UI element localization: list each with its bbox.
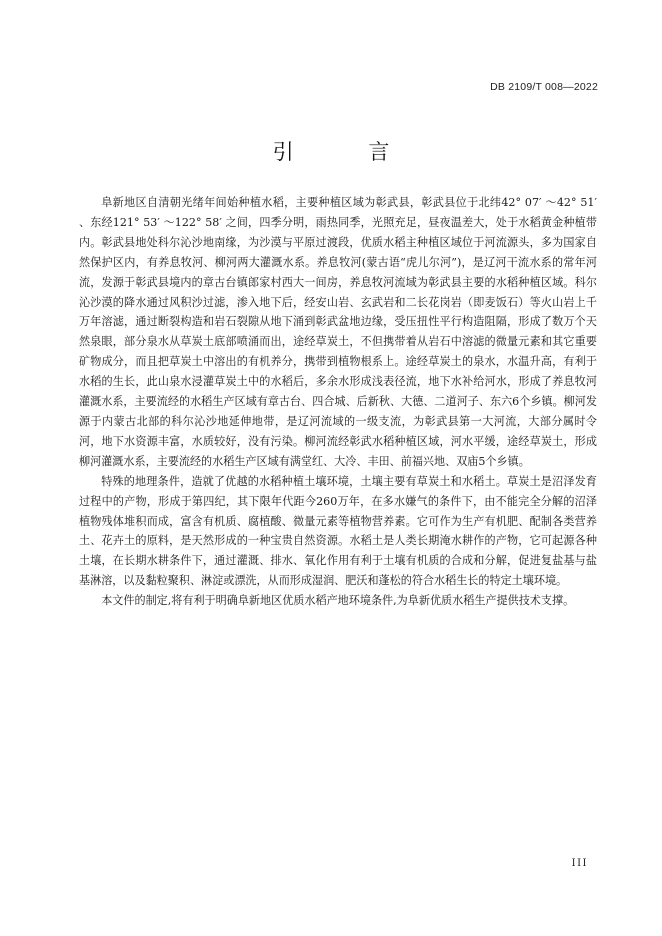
page-title: 引 言 <box>272 140 424 164</box>
document-code: DB 2109/T 008—2022 <box>490 81 598 93</box>
paragraph-purpose: 本文件的制定,将有利于明确阜新地区优质水稻产地环境条件,为阜新优质水稻生产提供技术支撑。 <box>101 594 575 608</box>
body-text <box>79 193 597 611</box>
paragraph-intro-geography: 阜新地区自清朝光绪年间始种植水稻，主要种植区域为彰武县，彰武县位于北纬42° 07′ ～42° 51′ 、东经121° 53′ ～122° 58′ 之间，四季分明，雨热同季，光照充足，昼夜温差大，处于水稻黄金种植带内。彰武县地处科尔沁沙地南缘，为沙漠与平原过渡段，优质水稻主种植区域位于河流源头，多为国家自然保护区内，有养息牧河、柳河两大灌溉水系。养息牧河(蒙古语“虎儿尔河”)，是辽河干流水系的常年河流，发源于彰武县境内的章古台镇郎家村西大一间房，养息牧河流域为彰武县主要的水稻种植区域。科尔沁沙漠的降水通过风积沙过滤，渗入地下后，经安山岩、玄武岩和二长花岗岩（即麦饭石）等火山岩上千万年溶滤，通过断裂构造和岩石裂隙从地下涌到彰武盆地边缘，受压扭性平行构造阻隔，形成了数万个天然泉眼，部分泉水从草炭土底部喷涌而出，途经草炭土，不但携带着从岩石中溶滤的微量元素和其它重要矿物成分，而且把草炭土中溶出的有机养分，携带到植物根系上。途经草炭土的泉水，水温升高，有利于水稻的生长，此山泉水浸灌草炭土中的水稻后，多余水形成浅表径流，地下水补给河水，形成了养息牧河灌溉水系，主要流经的水稻生产区域有章古台、四合城、后新秋、大德、二道河子、东六6个乡镇。柳河发源于内蒙古北部的科尔沁沙地延伸地带，是辽河流域的一级支流，为彰武县第一大河流，大部分属时令河，地下水资源丰富，水质较好，没有污染。柳河流经彰武水稻种植区域，河水平缓，途经草炭土，形成柳河灌溉水系，主要流经的水稻生产区域有满堂红、大冷、丰田、前福兴地、双庙5个乡镇。 <box>79 196 597 468</box>
page-number: III <box>571 858 588 869</box>
paragraph-soil-conditions: 特殊的地理条件，造就了优越的水稻种植土壤环境，土壤主要有草炭土和水稻土。草炭土是沼泽发育过程中的产物，形成于第四纪，其下限年代距今260万年，在多水嫌气的条件下，由不能完全分解的沼泽植物残体堆积而成，富含有机质、腐植酸、微量元素等植物营养素。它可作为生产有机肥、配制各类营养土、花卉土的原料，是天然形成的一种宝贵自然资源。水稻土是人类长期淹水耕作的产物，它可起源各种土壤，在长期水耕条件下，通过灌溉、排水、氧化作用有利于土壤有机质的合成和分解，促进复盐基与盐基淋溶，以及黏粒聚积、淋淀或漂洗，从而形成湿润、肥沃和蓬松的符合水稻生长的特定土壤环境。 <box>79 474 597 588</box>
